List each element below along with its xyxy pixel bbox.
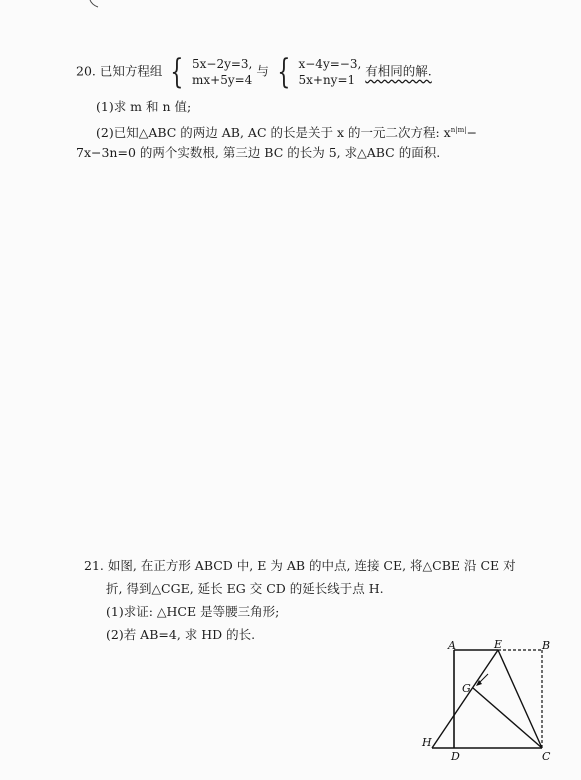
q21-text-line1: 如图, 在正方形 ABCD 中, E 为 AB 的中点, 连接 CE, 将△CBE 沿 CE 对 — [107, 558, 516, 573]
system1-eq1: 5x−2y=3, — [192, 57, 253, 71]
label-e: E — [494, 640, 503, 651]
q20-part2-line1 — [96, 121, 477, 142]
q20-part2-minus: − — [466, 125, 478, 141]
q20-outro: 有相同的解. — [365, 63, 432, 79]
q21-part1: (1)求证: △HCE 是等腰三角形; — [106, 604, 280, 619]
equation-system-2 — [298, 56, 361, 88]
q20-part2-line2: 7x−3n=0 的两个实数根, 第三边 BC 的长为 5, 求△ABC 的面积. — [76, 145, 441, 160]
q20-part1: (1)求 m 和 n 值; — [96, 99, 192, 114]
q21-number: 21. — [84, 558, 104, 573]
q21-line2: 折, 得到△CGE, 延长 EG 交 CD 的延长线于点 H. — [106, 581, 384, 596]
system2-eq1: x−4y=−3, — [298, 57, 362, 71]
q20-exponent: n|m| — [450, 126, 467, 134]
q20-number: 20. — [76, 63, 96, 79]
line-gc — [473, 688, 542, 748]
label-g: G — [462, 682, 471, 695]
left-brace-2: { — [277, 52, 291, 92]
line-he — [432, 650, 498, 748]
q21-line1 — [84, 557, 516, 575]
stray-pen-mark — [88, 0, 102, 8]
line-ec — [498, 650, 542, 748]
square-geometry-figure — [418, 640, 558, 762]
label-a: A — [448, 640, 456, 652]
label-d: D — [451, 750, 460, 762]
label-h: H — [422, 736, 432, 749]
label-c: C — [542, 750, 551, 762]
q20-part2-text: (2)已知△ABC 的两边 AB, AC 的长是关于 x 的一元二次方程: x — [96, 125, 451, 141]
left-brace-1: { — [170, 52, 184, 92]
q20-connector: 与 — [256, 63, 269, 79]
system1-eq2: mx+5y=4 — [192, 73, 253, 87]
system2-eq2: 5x+ny=1 — [298, 73, 356, 87]
q21-part2: (2)若 AB=4, 求 HD 的长. — [106, 627, 256, 642]
q20-intro: 已知方程组 — [99, 63, 163, 79]
equation-system-1 — [192, 56, 252, 88]
q20-stem — [76, 52, 432, 92]
label-b: B — [542, 640, 551, 652]
